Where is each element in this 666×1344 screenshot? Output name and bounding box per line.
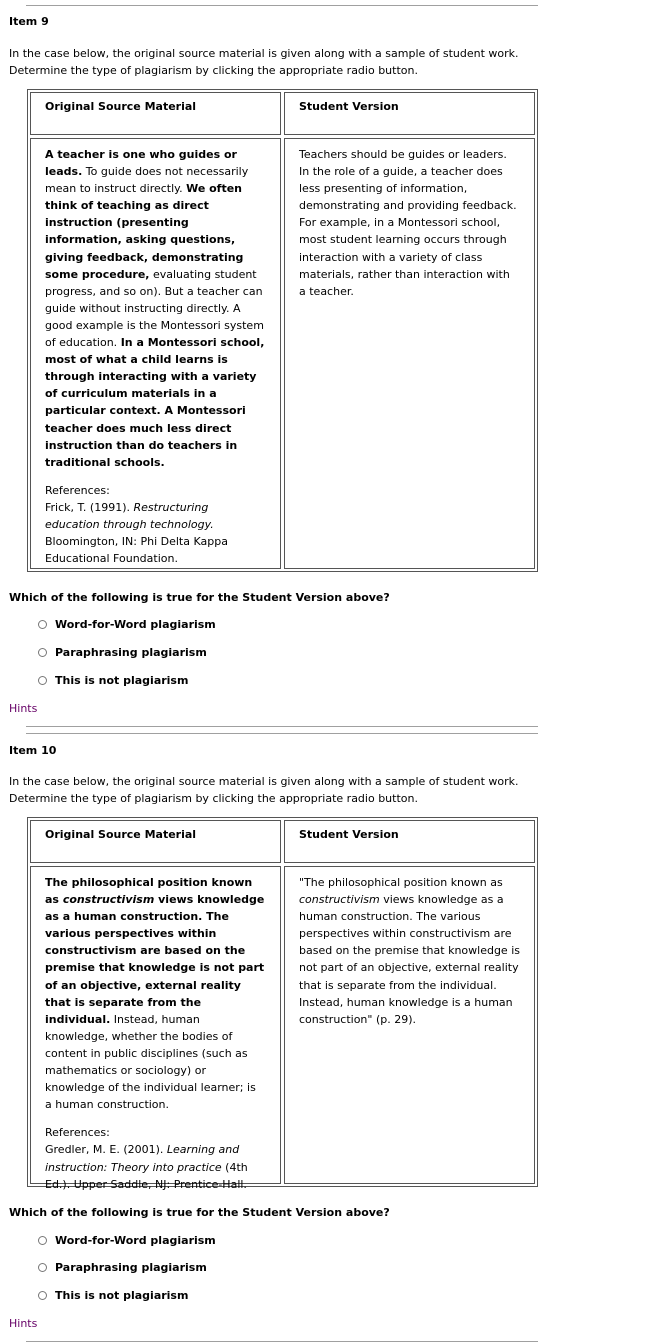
- original-sentence: To guide does not necessarily mean to instruct directly.: [45, 165, 249, 196]
- original-source-text: [30, 866, 281, 1191]
- comparison-table: [27, 89, 538, 572]
- reference-entry: Gredler, M. E. (2001). Learning and instruction: Theory into practice (4th Ed.). Upper Saddle, NJ: Prentice-Hall.: [45, 1143, 248, 1191]
- radio-button[interactable]: [38, 620, 47, 629]
- hints-link[interactable]: Hints: [9, 702, 38, 715]
- original-source-header: Original Source Material: [30, 820, 281, 863]
- option-label: This is not plagiarism: [55, 1289, 189, 1302]
- original-sentence: The philosophical position known as: [45, 876, 253, 907]
- reference-entry: Frick, T. (1991). Restructuring education through technology. Bloomington, IN: Phi Delta Kappa Educational Foundation.: [45, 500, 228, 566]
- option-paraphrasing[interactable]: [38, 1261, 207, 1274]
- student-version-text: Teachers should be guides or leaders. In the role of a guide, a teacher does less presenting of information, demonstrating and providing feedback. For example, in a Montessori school, most student learning occurs through interaction with a variety of class materials, rather than interaction with a teacher.: [284, 138, 535, 569]
- original-sentence: A teacher is one who guides or leads.: [45, 148, 237, 179]
- references-label: References:: [45, 1126, 110, 1140]
- option-label: Paraphrasing plagiarism: [55, 1261, 207, 1274]
- divider: [26, 1341, 538, 1342]
- hints-link[interactable]: Hints: [9, 1317, 38, 1330]
- item-title: Item 10: [9, 744, 57, 757]
- emphasized-term: constructivism: [62, 893, 155, 907]
- option-word-for-word[interactable]: [38, 1234, 216, 1247]
- divider: [26, 5, 538, 6]
- radio-button[interactable]: [38, 676, 47, 685]
- option-label: Word-for-Word plagiarism: [55, 618, 216, 631]
- original-source-text: [30, 138, 281, 569]
- emphasized-term: constructivism: [299, 893, 380, 907]
- original-sentence: views knowledge as a human construction. The various perspectives within constructivism are based on the premise that knowledge is not part of an objective, external reality that is separate from the individual.: [45, 893, 265, 1026]
- option-label: This is not plagiarism: [55, 674, 189, 687]
- item-title: Item 9: [9, 15, 49, 28]
- radio-button[interactable]: [38, 1236, 47, 1245]
- item-instructions: In the case below, the original source material is given along with a sample of student work. Determine the type of plagiarism by clicking the appropriate radio button.: [9, 775, 519, 805]
- student-version-text: "The philosophical position known as constructivism views knowledge as a human construction. The various perspectives within constructivism are based on the premise that knowledge is not part of an objective, external reality that is separate from the individual. Instead, human knowledge is a human construction" (p. 29).: [284, 866, 535, 1184]
- divider: [26, 733, 538, 734]
- student-version-header: Student Version: [284, 820, 535, 863]
- option-word-for-word[interactable]: [38, 618, 216, 631]
- item-instructions: In the case below, the original source material is given along with a sample of student work. Determine the type of plagiarism by clicking the appropriate radio button.: [9, 47, 519, 77]
- original-sentence: Instead, human knowledge, whether the bodies of content in public disciplines (such as mathematics or sociology) or knowledge of the individual learner; is a human construction.: [45, 1012, 256, 1112]
- option-label: Word-for-Word plagiarism: [55, 1234, 216, 1247]
- student-version-header: Student Version: [284, 92, 535, 135]
- question-text: Which of the following is true for the Student Version above?: [9, 1206, 390, 1219]
- comparison-table: [27, 817, 538, 1191]
- option-paraphrasing[interactable]: [38, 646, 207, 659]
- option-label: Paraphrasing plagiarism: [55, 646, 207, 659]
- radio-button[interactable]: [38, 648, 47, 657]
- option-not-plagiarism[interactable]: [38, 674, 188, 687]
- option-not-plagiarism[interactable]: [38, 1289, 188, 1302]
- original-sentence: In a Montessori school, most of what a child learns is through interacting with a variety of curriculum materials in a particular context. A Montessori teacher does much less direct instruction than do teachers in traditional schools.: [45, 336, 265, 469]
- references-label: References:: [45, 483, 110, 497]
- divider: [26, 726, 538, 727]
- original-sentence: evaluating student progress, and so on). But a teacher can guide without instructing directly. A good example is the Montessori system of education.: [45, 267, 264, 350]
- radio-button[interactable]: [38, 1263, 47, 1272]
- original-sentence: We often think of teaching as direct instruction (presenting information, asking questions, giving feedback, demonstrating some procedure,: [45, 182, 244, 281]
- radio-button[interactable]: [38, 1291, 47, 1300]
- question-text: Which of the following is true for the Student Version above?: [9, 591, 390, 604]
- original-source-header: Original Source Material: [30, 92, 281, 135]
